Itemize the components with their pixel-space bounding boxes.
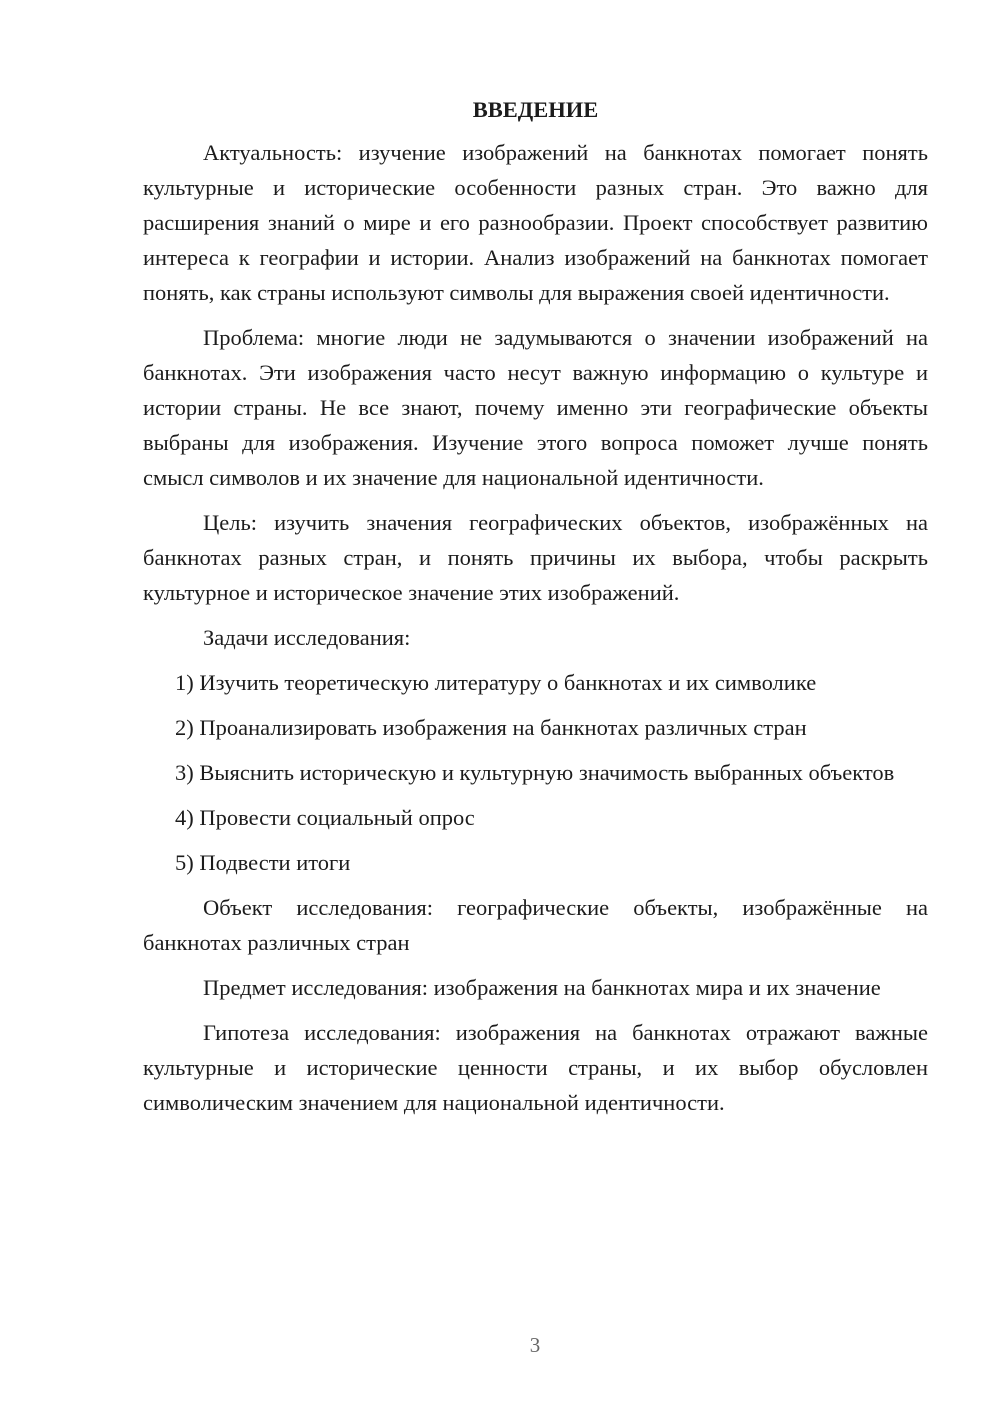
problem-paragraph: Проблема: многие люди не задумываются о значении изображений на банкнотах. Эти изображения часто несут важную информацию о культуре и истории страны. Не все знают, почему именно эти географические объекты выбраны для изображения. Изучение этого вопроса поможет лучше понять смысл символов и их значение для национальной идентичности.: [143, 325, 928, 490]
tasks-title: Задачи исследования:: [203, 625, 411, 650]
task-item-4: 4) Провести социальный опрос: [175, 805, 475, 830]
goal-paragraph: Цель: изучить значения географических объектов, изображённых на банкнотах разных стран, и понять причины их выбора, чтобы раскрыть культурное и историческое значение этих изображений.: [143, 510, 928, 605]
task-item-3: 3) Выяснить историческую и культурную значимость выбранных объектов: [175, 760, 895, 785]
task-item-1: 1) Изучить теоретическую литературу о банкнотах и их символике: [175, 670, 817, 695]
task-item-5: 5) Подвести итоги: [175, 850, 351, 875]
task-item-2: 2) Проанализировать изображения на банкнотах различных стран: [175, 715, 807, 740]
relevance-paragraph: Актуальность: изучение изображений на банкнотах помогает понять культурные и исторические особенности разных стран. Это важно для расширения знаний о мире и его разнообразии. Проект способствует развитию интереса к географии и истории. Анализ изображений на банкнотах помогает понять, как страны используют символы для выражения своей идентичности.: [143, 140, 928, 305]
object-paragraph: Объект исследования: географические объекты, изображённые на банкнотах различных стран: [143, 895, 928, 955]
section-heading: ВВЕДЕНИЕ: [472, 97, 599, 122]
hypothesis-paragraph: Гипотеза исследования: изображения на банкнотах отражают важные культурные и исторические ценности страны, и их выбор обусловлен символическим значением для национальной идентичности.: [143, 1020, 928, 1115]
document-page: [143, 92, 928, 1130]
page-number: 3: [529, 1333, 541, 1357]
subject-paragraph: Предмет исследования: изображения на банкнотах мира и их значение: [203, 975, 881, 1000]
